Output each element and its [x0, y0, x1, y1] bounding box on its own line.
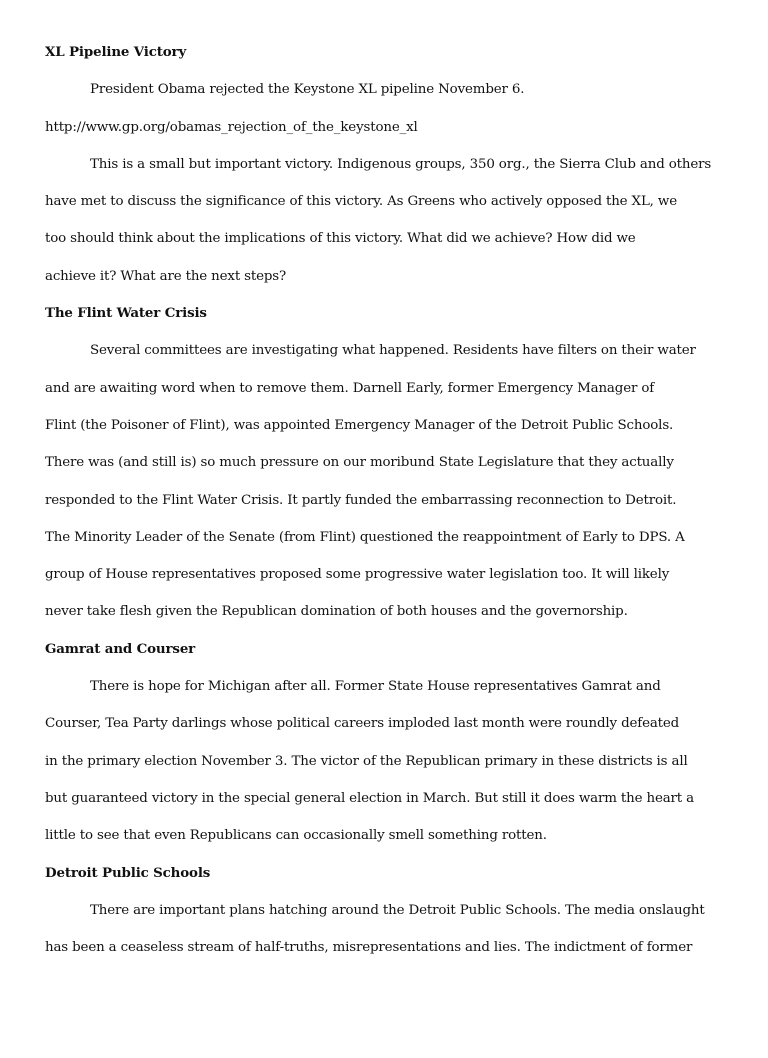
section-heading: XL Pipeline Victory: [45, 44, 187, 60]
paragraph-line: responded to the Flint Water Crisis. It partly funded the embarrassing reconnection to Detroit.: [45, 492, 677, 508]
paragraph-line: have met to discuss the significance of this victory. As Greens who actively opposed the XL, we: [45, 194, 677, 210]
section-heading: Detroit Public Schools: [45, 864, 211, 881]
paragraph-line: President Obama rejected the Keystone XL pipeline November 6.: [90, 82, 525, 98]
paragraph-line: but guaranteed victory in the special general election in March. But still it does warm the heart a: [45, 790, 694, 806]
section-heading: Gamrat and Courser: [45, 640, 196, 657]
paragraph-line: The Minority Leader of the Senate (from Flint) questioned the reappointment of Early to DPS. A: [45, 529, 685, 545]
paragraph-line: in the primary election November 3. The victor of the Republican primary in these districts is all: [45, 753, 688, 769]
paragraph-line: and are awaiting word when to remove them. Darnell Early, former Emergency Manager of: [45, 380, 655, 396]
paragraph-line: Courser, Tea Party darlings whose political careers imploded last month were roundly defeated: [45, 716, 680, 732]
paragraph-line: Flint (the Poisoner of Flint), was appointed Emergency Manager of the Detroit Public Schools.: [45, 417, 674, 433]
url-line: http://www.gp.org/obamas_rejection_of_the_keystone_xl: [45, 119, 418, 135]
paragraph-line: achieve it? What are the next steps?: [45, 268, 287, 284]
paragraph-line: has been a ceaseless stream of half-truths, misrepresentations and lies. The indictment of former: [45, 940, 693, 956]
section-heading: The Flint Water Crisis: [45, 305, 207, 322]
paragraph-line: too should think about the implications of this victory. What did we achieve? How did we: [45, 231, 636, 247]
paragraph-line: Several committees are investigating what happened. Residents have filters on their water: [90, 343, 696, 359]
paragraph-line: This is a small but important victory. Indigenous groups, 350 org., the Sierra Club and others: [90, 156, 712, 172]
paragraph-line: There was (and still is) so much pressure on our moribund State Legislature that they actually: [45, 455, 674, 471]
paragraph-line: little to see that even Republicans can occasionally smell something rotten.: [45, 828, 547, 844]
document-page: [0, 34, 768, 1058]
paragraph-line: There are important plans hatching around the Detroit Public Schools. The media onslaught: [90, 902, 705, 918]
paragraph-line: never take flesh given the Republican domination of both houses and the governorship.: [45, 604, 628, 620]
paragraph-line: group of House representatives proposed some progressive water legislation too. It will likely: [45, 567, 670, 583]
paragraph-line: There is hope for Michigan after all. Former State House representatives Gamrat and: [90, 679, 661, 695]
